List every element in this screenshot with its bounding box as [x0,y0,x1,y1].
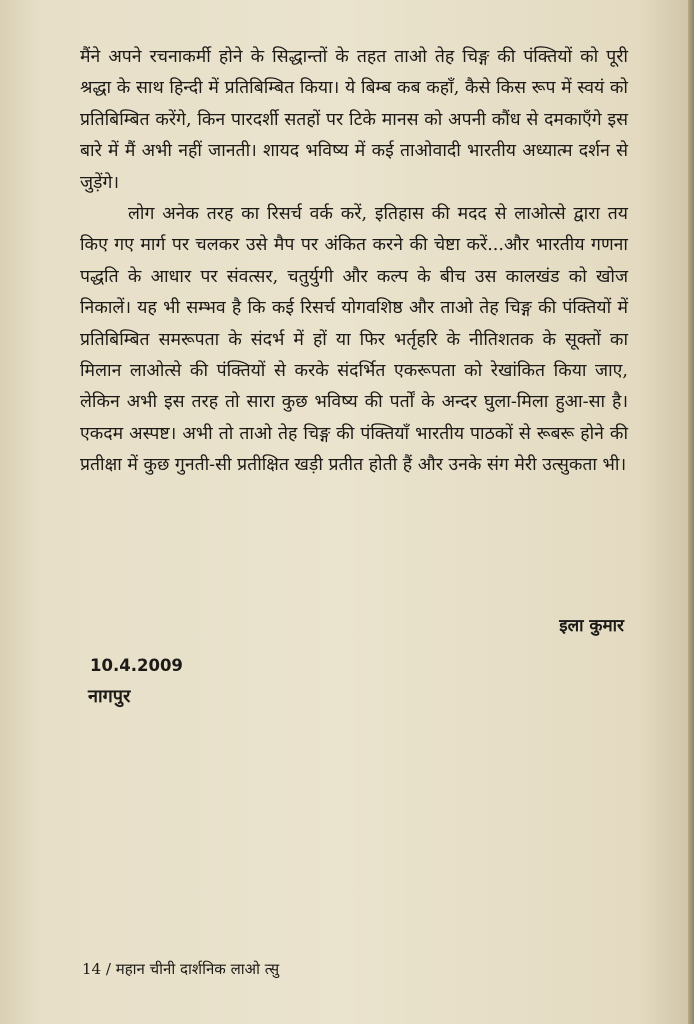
footer-separator: / [105,960,111,978]
signature-date: 10.4.2009 [90,656,183,675]
page-edge [688,0,694,1024]
signature-place: नागपुर [88,686,131,707]
book-title: महान चीनी दार्शनिक लाओ त्सु [115,960,280,978]
paragraph-2: लोग अनेक तरह का रिसर्च वर्क करें, इतिहास की मदद से लाओत्से द्वारा तय किए गए मार्ग पर चलकर उसे मैप पर अंकित करने की चेष्टा करें...और भारतीय गणना पद्धति के आधार पर संवत्सर, चतुर्युगी और कल्प के बीच उस कालखंड को खोज निकालें। यह भी सम्भव है कि कई रिसर्च योगवशिष्ठ और ताओ तेह चिङ्ग की पंक्तियों में प्रतिबिम्बित समरूपता के संदर्भ में हों या फिर भर्तृहरि के नीतिशतक के सूक्तों का मिलान लाओत्से की पंक्तियों से करके संदर्भित एकरूपता को रेखांकित किया जाए, लेकिन अभी इस तरह तो सारा कुछ भविष्य की पर्तों के अन्दर घुला-मिला हुआ-सा है। एकदम अस्पष्ट। अभी तो ताओ तेह चिङ्ग की पंक्तियाँ भारतीय पाठकों से रूबरू होने की प्रतीक्षा में कुछ गुनती-सी प्रतीक्षित खड़ी प्रतीत होती हैं और उनके संग मेरी उत्सुकता भी। [80,204,628,476]
page-footer [82,957,279,981]
body-text [80,42,628,482]
paragraph-1: मैंने अपने रचनाकर्मी होने के सिद्धान्तों के तहत ताओ तेह चिङ्ग की पंक्तियों को पूरी श्रद्धा के साथ हिन्दी में प्रतिबिम्बित किया। ये बिम्ब कब कहाँ, कैसे किस रूप में स्वयं को प्रतिबिम्बित करेंगे, किन पारदर्शी सतहों पर टिके मानस को अपनी कौंध से दमकाएँगे इस बारे में मैं अभी नहीं जानती। शायद भविष्य में कई ताओवादी भारतीय अध्यात्म दर्शन से जुड़ेंगे। [80,47,628,193]
page-number: 14 [82,960,102,978]
author-signature: इला कुमार [559,616,624,636]
